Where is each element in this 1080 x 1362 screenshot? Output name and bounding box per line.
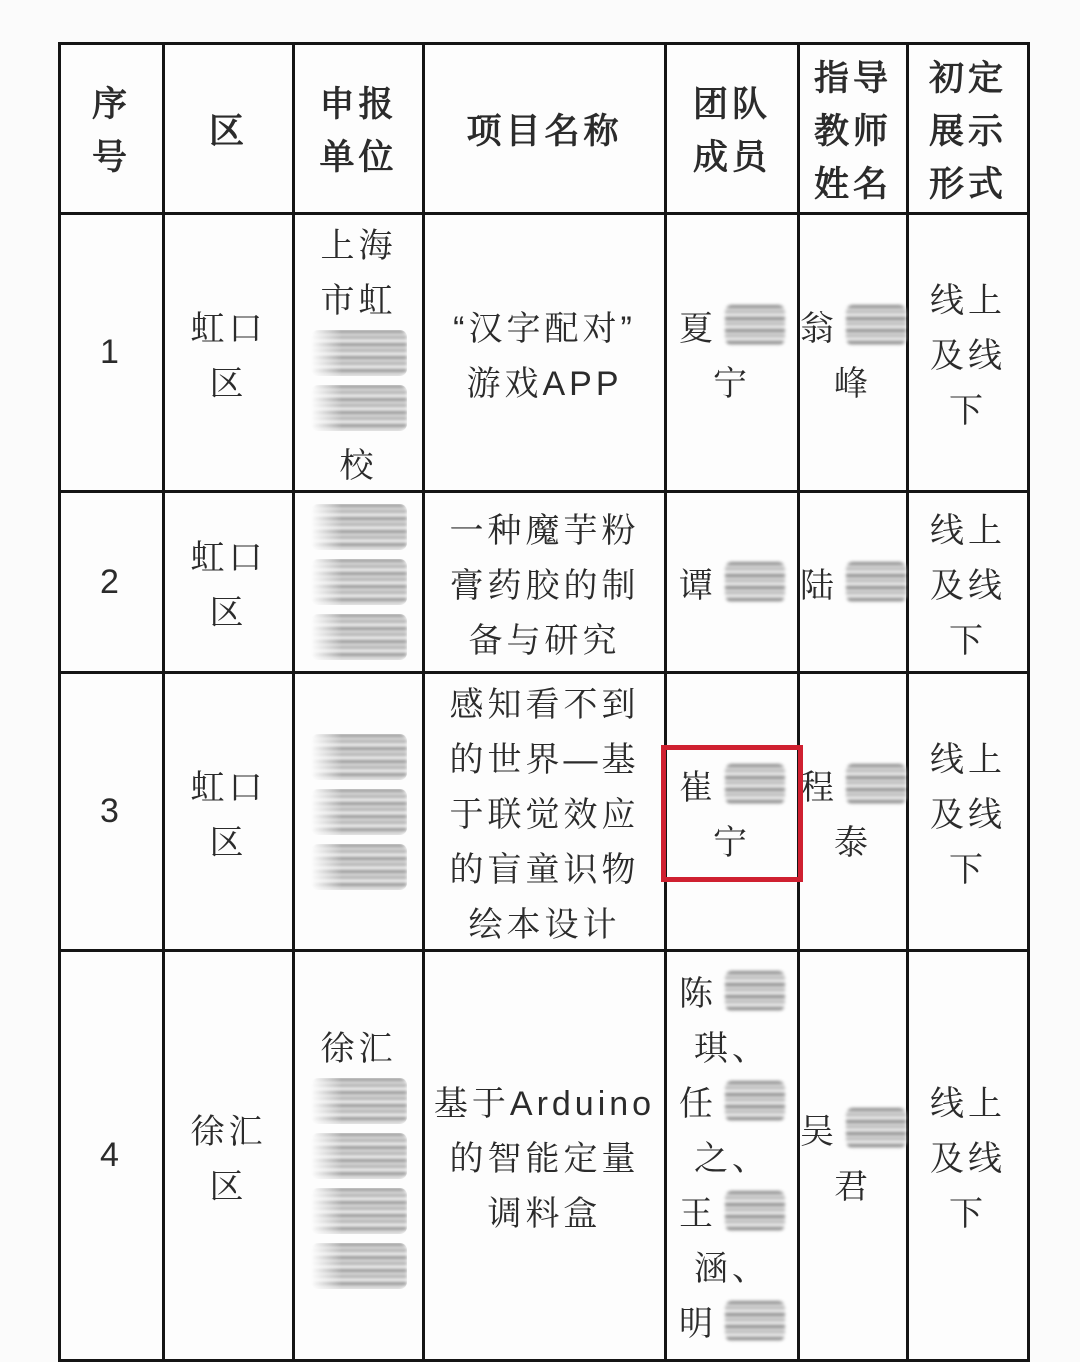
- redacted-text-smudge: [311, 330, 407, 376]
- redacted-text-smudge: [311, 385, 407, 431]
- cell-line: [295, 215, 422, 270]
- cell-text: 项目名称: [466, 111, 623, 151]
- header-line: [667, 129, 797, 182]
- row3-unit: [294, 673, 424, 951]
- row3-teacher: [799, 673, 908, 951]
- cell-line: [425, 353, 664, 408]
- row1-teacher: [799, 214, 908, 492]
- cell-text: 及线: [930, 566, 1006, 605]
- cell-text: 教师: [813, 111, 892, 151]
- cell-text: 陈: [679, 975, 717, 1013]
- row3-project: [424, 673, 666, 951]
- header-row: [60, 44, 1029, 214]
- cell-text: 峰: [834, 364, 872, 403]
- cell-line: [800, 1101, 906, 1156]
- redacted-text-smudge: [725, 1301, 785, 1341]
- cell-text: 线上: [930, 741, 1006, 779]
- cell-text: 成员: [692, 138, 771, 177]
- cell-line: [295, 1073, 422, 1128]
- header-line: [61, 76, 162, 129]
- cell-text: 2: [100, 562, 123, 601]
- redacted-text-smudge: [311, 1188, 407, 1234]
- cell-line: [667, 1293, 797, 1348]
- redacted-text-smudge: [725, 971, 785, 1011]
- header-col-district: [164, 44, 294, 214]
- cell-text: 下: [949, 392, 987, 430]
- cell-line: [909, 784, 1027, 839]
- row3-no: [60, 673, 164, 951]
- cell-line: [61, 555, 162, 610]
- cell-text: 校: [339, 447, 378, 485]
- cell-text: 姓名: [813, 164, 892, 204]
- redacted-text-smudge: [846, 305, 906, 345]
- cell-line: [425, 555, 664, 610]
- cell-line: [909, 380, 1027, 435]
- row2-project: [424, 492, 666, 673]
- cell-text: 夏: [679, 309, 717, 348]
- cell-text: 琪、: [694, 1030, 770, 1068]
- cell-line: [425, 894, 664, 949]
- cell-text: 及线: [930, 1140, 1006, 1178]
- cell-text: 泰: [834, 823, 872, 862]
- table-header: [60, 44, 1029, 214]
- cell-line: [667, 963, 797, 1018]
- cell-text: 线上: [930, 1085, 1006, 1123]
- cell-text: 吴: [800, 1112, 838, 1151]
- table-row-3: [60, 673, 1029, 951]
- header-line: [165, 102, 292, 155]
- cell-line: [295, 435, 422, 490]
- cell-text: 号: [91, 138, 131, 177]
- cell-text: 下: [949, 1195, 987, 1233]
- redacted-text-smudge: [725, 1191, 785, 1231]
- redacted-text-smudge: [311, 844, 407, 890]
- cell-text: 陆: [800, 566, 838, 605]
- row1-format: [908, 214, 1029, 492]
- redacted-text-smudge: [311, 1243, 407, 1289]
- header-line: [800, 49, 906, 102]
- header-line: [667, 76, 797, 129]
- redacted-text-smudge: [311, 504, 407, 550]
- header-line: [909, 102, 1027, 155]
- cell-line: [909, 270, 1027, 325]
- cell-line: [667, 757, 797, 812]
- redacted-text-smudge: [311, 614, 407, 660]
- cell-line: [800, 353, 906, 408]
- cell-text: 备与研究: [468, 621, 621, 660]
- cell-line: [425, 500, 664, 555]
- cell-text: 崔: [679, 768, 717, 807]
- cell-line: [295, 555, 422, 610]
- cell-line: [165, 527, 292, 582]
- cell-line: [425, 1183, 664, 1238]
- cell-line: [909, 500, 1027, 555]
- cell-text: 王: [679, 1195, 717, 1233]
- cell-text: 宁: [713, 823, 751, 862]
- header-col-project: [424, 44, 666, 214]
- cell-line: [61, 784, 162, 839]
- cell-line: [165, 1156, 292, 1211]
- cell-line: [425, 1128, 664, 1183]
- cell-text: 明: [679, 1305, 717, 1343]
- cell-line: [667, 1238, 797, 1293]
- cell-text: 感知看不到: [449, 686, 640, 724]
- cell-text: 翁: [800, 309, 838, 348]
- redacted-text-smudge: [725, 1081, 785, 1121]
- cell-text: 的盲童识物: [449, 851, 640, 889]
- redacted-text-smudge: [311, 734, 407, 780]
- redacted-text-smudge: [846, 1108, 906, 1148]
- projects-table: [58, 42, 1030, 1362]
- cell-line: [667, 298, 797, 353]
- cell-text: 上海: [320, 227, 397, 265]
- cell-line: [295, 610, 422, 665]
- cell-line: [425, 610, 664, 665]
- cell-line: [909, 1073, 1027, 1128]
- cell-text: 虹口: [190, 768, 267, 807]
- cell-line: [295, 380, 422, 435]
- cell-line: [425, 784, 664, 839]
- cell-line: [425, 839, 664, 894]
- cell-text: 1: [100, 333, 123, 371]
- cell-text: 游戏APP: [466, 364, 623, 403]
- cell-text: 区: [209, 594, 248, 632]
- cell-line: [165, 812, 292, 867]
- header-line: [800, 155, 906, 208]
- row2-district: [164, 492, 294, 673]
- cell-line: [800, 1156, 906, 1211]
- row4-district: [164, 951, 294, 1361]
- cell-text: 虹口: [190, 539, 267, 577]
- cell-text: 下: [949, 851, 987, 889]
- redacted-text-smudge: [725, 562, 785, 602]
- redacted-text-smudge: [311, 559, 407, 605]
- cell-text: 初定: [928, 58, 1007, 98]
- row1-no: [60, 214, 164, 492]
- cell-text: “汉字配对”: [453, 309, 636, 348]
- cell-text: 形式: [928, 164, 1007, 204]
- row3-format: [908, 673, 1029, 951]
- cell-text: 区: [208, 111, 248, 151]
- row4-no: [60, 951, 164, 1361]
- cell-line: [295, 1128, 422, 1183]
- header-line: [295, 129, 422, 182]
- header-col-unit: [294, 44, 424, 214]
- cell-text: 于联觉效应: [449, 796, 640, 834]
- header-col-no: [60, 44, 164, 214]
- table-row-2: [60, 492, 1029, 673]
- row3-district: [164, 673, 294, 951]
- cell-line: [165, 582, 292, 637]
- cell-text: 调料盒: [487, 1195, 602, 1233]
- redacted-text-smudge: [846, 764, 906, 804]
- cell-text: 市虹: [320, 282, 397, 320]
- redacted-text-smudge: [311, 789, 407, 835]
- redacted-text-smudge: [311, 1078, 407, 1124]
- cell-text: 下: [949, 621, 987, 660]
- cell-text: 虹口: [190, 309, 267, 348]
- cell-line: [61, 1128, 162, 1183]
- header-line: [295, 76, 422, 129]
- cell-line: [909, 1128, 1027, 1183]
- cell-text: 基于Arduino: [433, 1085, 656, 1123]
- cell-text: 之、: [694, 1140, 770, 1178]
- cell-text: 申报: [319, 85, 398, 124]
- row1-unit: [294, 214, 424, 492]
- table-row-1: [60, 214, 1029, 492]
- cell-line: [425, 729, 664, 784]
- cell-text: 徐汇: [190, 1112, 267, 1151]
- redacted-text-smudge: [846, 562, 906, 602]
- cell-line: [667, 812, 797, 867]
- cell-line: [425, 674, 664, 729]
- row4-team: [666, 951, 799, 1361]
- cell-text: 单位: [319, 138, 398, 177]
- row4-unit: [294, 951, 424, 1361]
- header-line: [800, 102, 906, 155]
- row4-format: [908, 951, 1029, 1361]
- cell-line: [667, 353, 797, 408]
- cell-line: [425, 1073, 664, 1128]
- cell-line: [909, 325, 1027, 380]
- row2-teacher: [799, 492, 908, 673]
- cell-text: 指导: [813, 58, 892, 98]
- cell-text: 及线: [930, 337, 1006, 375]
- row2-unit: [294, 492, 424, 673]
- redacted-text-smudge: [725, 305, 785, 345]
- cell-text: 膏药胶的制: [449, 566, 640, 605]
- cell-text: 徐汇: [320, 1030, 397, 1068]
- row1-project: [424, 214, 666, 492]
- cell-text: 区: [209, 364, 248, 403]
- table-body: [60, 214, 1029, 1361]
- table-row-4: [60, 951, 1029, 1361]
- cell-line: [165, 1101, 292, 1156]
- cell-text: 的世界—基: [449, 741, 640, 779]
- redacted-text-smudge: [725, 764, 785, 804]
- cell-text: 线上: [930, 511, 1006, 550]
- cell-line: [909, 839, 1027, 894]
- cell-line: [295, 839, 422, 894]
- cell-line: [909, 610, 1027, 665]
- cell-line: [667, 1183, 797, 1238]
- cell-text: 涵、: [694, 1250, 770, 1288]
- cell-line: [165, 298, 292, 353]
- cell-line: [667, 1018, 797, 1073]
- cell-text: 区: [209, 1167, 248, 1206]
- cell-text: 3: [100, 792, 123, 830]
- cell-text: 绘本设计: [468, 906, 621, 944]
- cell-text: 君: [834, 1167, 872, 1206]
- cell-line: [295, 500, 422, 555]
- cell-line: [909, 729, 1027, 784]
- cell-text: 4: [100, 1136, 123, 1174]
- cell-text: 及线: [930, 796, 1006, 834]
- header-line: [61, 129, 162, 182]
- cell-text: 一种魔芋粉: [449, 511, 640, 550]
- cell-line: [800, 812, 906, 867]
- cell-text: 序: [91, 85, 131, 124]
- cell-text: 区: [209, 823, 248, 862]
- cell-line: [667, 555, 797, 610]
- cell-line: [165, 757, 292, 812]
- cell-text: 线上: [930, 282, 1006, 320]
- row1-team: [666, 214, 799, 492]
- row1-district: [164, 214, 294, 492]
- row4-project: [424, 951, 666, 1361]
- row4-teacher: [799, 951, 908, 1361]
- row3-team: [666, 673, 799, 951]
- cell-text: 宁: [713, 364, 751, 403]
- cell-line: [800, 555, 906, 610]
- row2-no: [60, 492, 164, 673]
- header-col-team: [666, 44, 799, 214]
- row2-team: [666, 492, 799, 673]
- cell-line: [295, 325, 422, 380]
- cell-line: [295, 1238, 422, 1293]
- cell-line: [800, 298, 906, 353]
- row2-format: [908, 492, 1029, 673]
- cell-text: 团队: [692, 85, 771, 124]
- header-line: [425, 102, 664, 155]
- header-col-format: [908, 44, 1029, 214]
- cell-line: [425, 298, 664, 353]
- cell-line: [667, 1128, 797, 1183]
- cell-text: 谭: [679, 566, 717, 605]
- cell-line: [909, 555, 1027, 610]
- cell-text: 展示: [928, 111, 1007, 151]
- header-col-teacher: [799, 44, 908, 214]
- header-line: [909, 49, 1027, 102]
- redacted-text-smudge: [311, 1133, 407, 1179]
- cell-line: [909, 1183, 1027, 1238]
- cell-line: [61, 325, 162, 380]
- cell-line: [295, 784, 422, 839]
- cell-line: [667, 1073, 797, 1128]
- cell-text: 的智能定量: [449, 1140, 640, 1178]
- header-line: [909, 155, 1027, 208]
- cell-line: [295, 1018, 422, 1073]
- cell-line: [295, 270, 422, 325]
- cell-line: [165, 353, 292, 408]
- cell-line: [295, 729, 422, 784]
- cell-text: 任: [679, 1085, 717, 1123]
- cell-text: 程: [800, 768, 838, 807]
- cell-line: [295, 1183, 422, 1238]
- cell-line: [800, 757, 906, 812]
